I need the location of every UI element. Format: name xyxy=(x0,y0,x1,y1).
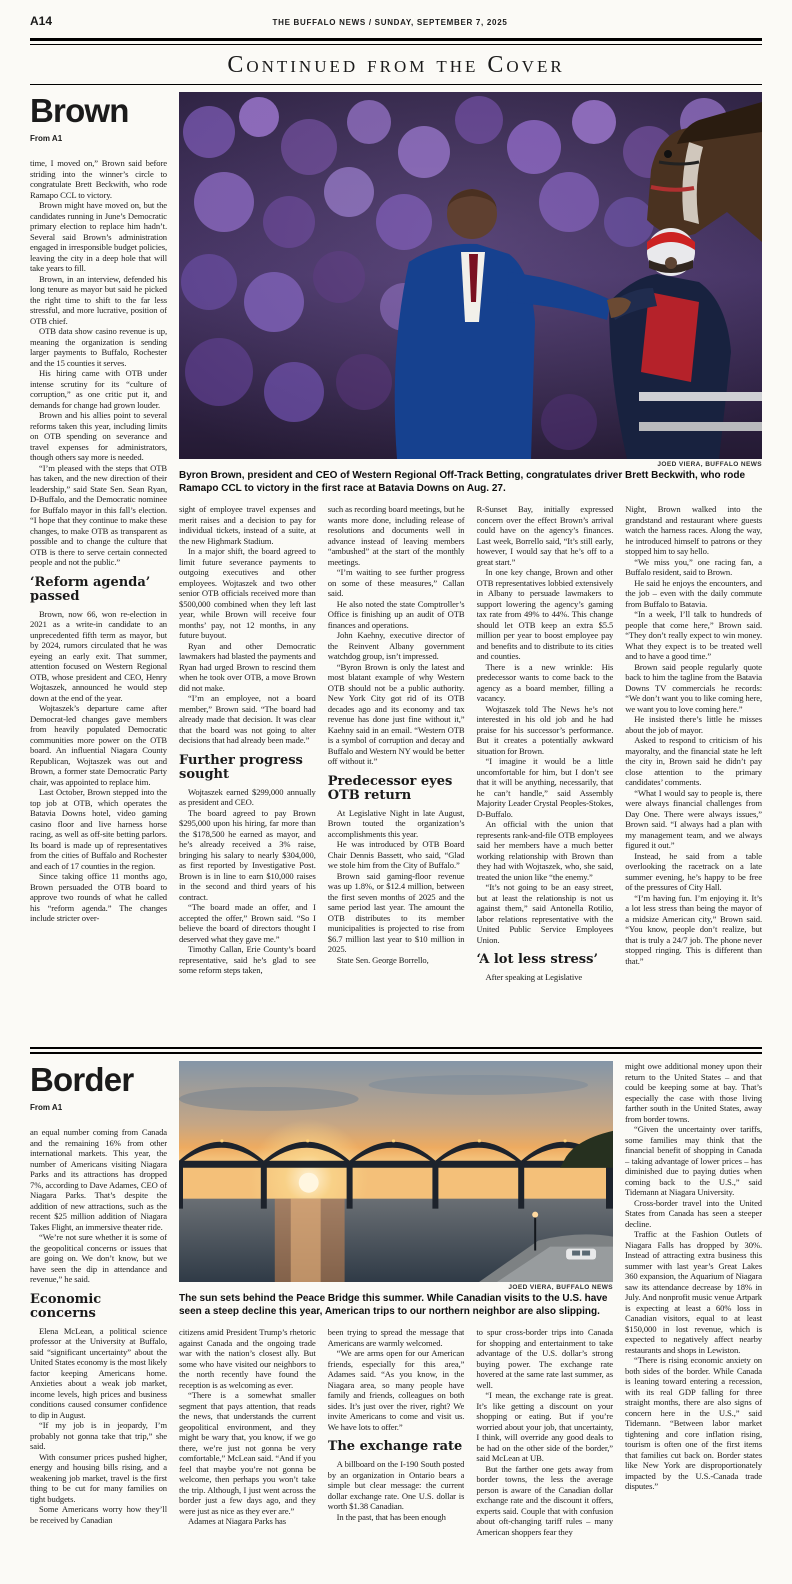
body-paragraph: Brown said people regularly quote back to him the tagline from the Batavia Downs TV commercials he records: “We don’t want you to like coming here, we want you to love coming here.” xyxy=(625,661,762,714)
subheadline: ‘Reform agenda’ passed xyxy=(30,574,151,605)
brown-column-4 xyxy=(477,504,614,982)
body-paragraph: “There is a somewhat smaller segment that pays attention, that reads the news, that understands the current geopolitical environment, and they might be wary that, you know, if we go there, we’re just not gonna be very comfortable,” McLean said. “And if you feel that maybe you’re not gonna be welcome, then perhaps you won’t take the trip. Although, I just went across the border just a few days ago, and they were just as nice as they ever are.” xyxy=(179,1390,316,1516)
body-paragraph: might owe additional money upon their return to the United States – and that could be keeping some at bay. That’s especially the case with those living farther south in the United States, away from border towns. xyxy=(625,1061,762,1124)
border-column-5 xyxy=(625,1061,762,1584)
body-paragraph: Asked to respond to criticism of his mayoralty, and the financial state he left the city in, Brown said he didn’t pay close attention to the primary candidates’ comments. xyxy=(625,735,762,787)
page-header xyxy=(30,0,762,38)
body-paragraph: In a major shift, the board agreed to limit future severance payments to outgoing executives and other employees. Wojtaszek and two other senior OTB officials received more than $500,000 combined when they left last year, while Brown will receive four months’ pay, not 12 months, in any future buyout. xyxy=(179,546,316,640)
body-paragraph: Brown, now 66, won re-election in 2021 as a write-in candidate to an unprecedented fifth term as mayor, but by 2024, rumors circulated that he was eyeing an early exit. That summer, attention focused on Western Regional OTB, whose president and CEO, Henry Wojtaszek, announced he would step down at the end of the year. xyxy=(30,608,167,703)
body-paragraph: Brown, in an interview, defended his long tenure as mayor but said he picked the right time to shift to the far less stressful, and more lucrative, position of OTB chief. xyxy=(30,273,167,326)
body-paragraph: A billboard on the I-190 South posted by an organization in Ontario bears a simple but clear message: the current dollar exchange rate. One U.S. dollar is worth $1.38 Canadian. xyxy=(327,1459,465,1512)
body-paragraph: an equal number coming from Canada and the remaining 16% from other international markets. This year, the number of Americans visiting Niagara Parks and its attractions has dropped 7%, according to Dave Adames, CEO of Niagara Parks. That’s despite the addition of new attractions, such as the recent $25 million addition of Niagara Takes Flight, an immersive theater ride. xyxy=(30,1127,167,1232)
body-paragraph: Brown said gaming-floor revenue was up 1.8%, or $12.4 million, between the first seven months of 2025 and the same period last year. The amount the OTB distributes to its member municipalities is projected to rise from $6.7 million last year to $10 million in 2025. xyxy=(327,870,465,955)
body-paragraph: been trying to spread the message that Americans are warmly welcomed. xyxy=(327,1327,465,1348)
border-photo-credit: JOED VIERA, BUFFALO NEWS xyxy=(508,1284,613,1292)
body-paragraph: time, I moved on,” Brown said before striding into the winner’s circle to congratulate Brett Beckwith, who rode Ramapo CCL to victory. xyxy=(30,158,167,200)
body-paragraph: “I mean, the exchange rate is great. It’s like getting a discount on your shopping or eating. But if you’re worried about your job, that uncertainty, I think, will override any good deals to be had on the other side of the border,” said McLean at UB. xyxy=(476,1390,614,1464)
body-paragraph: But the farther one gets away from border towns, the less the average person is aware of the Canadian dollar exchange rate and the discount it offers, experts said. Couple that with confusion about oft-changing tariff rules – many American shoppers fear they xyxy=(476,1463,614,1537)
body-paragraph: “I’m having fun. I’m enjoying it. It’s a lot less stress than being the mayor of a midsize American city,” Brown said. “You know, people don’t realize, but that is truly a 24/7 job. The phone never stopped ringing. This is different than that.” xyxy=(625,892,762,966)
border-column-3 xyxy=(328,1327,465,1537)
body-paragraph: “What I would say to people is, there were always financial challenges from Day One. There were always issues,” Brown said. “I always had a plan with my management team, and we always figured it out.” xyxy=(625,787,762,850)
body-paragraph: OTB data show casino revenue is up, meaning the organization is sending larger payments to Buffalo, Rochester and the 15 counties it serves. xyxy=(30,326,167,368)
brown-continued-from: From A1 xyxy=(30,134,63,143)
body-paragraph: to spur cross-border trips into Canada for shopping and entertainment to take advantage of the U.S. dollar’s strong buying power. The exchange rate hovered at the same rate last summer, as well. xyxy=(476,1327,614,1390)
brown-column-5 xyxy=(625,504,762,982)
body-paragraph: R-Sunset Bay, initially expressed concern over the effect Brown’s arrival could have on the agency’s finances. Last week, Borrello said, “It’s still early, however, I would say that he’s off to a great start.” xyxy=(476,504,614,567)
body-paragraph: “I’m waiting to see further progress on some of these measures,” Callan said. xyxy=(327,567,465,598)
body-paragraph: His hiring came with OTB under intense scrutiny for its “culture of corruption,” as one critic put it, and demands for change had grown louder. xyxy=(30,368,167,410)
body-paragraph: Ryan and other Democratic lawmakers had blasted the payments and Ryan had urged Brown to rescind them when he took over OTB, a move Brown did not make. xyxy=(179,640,316,693)
body-paragraph: Brown might have moved on, but the candidates running in June’s Democratic primary election to replace him hadn’t. Several said Brown’s administration engaged in irresponsible budget policies, leaving the city in a deep hole that will take years to fill. xyxy=(30,200,167,273)
body-paragraph: At Legislative Night in late August, Brown touted the organization’s accomplishments this year. xyxy=(327,807,465,839)
body-paragraph: “If my job is in jeopardy, I’m probably not gonna take that trip,” she said. xyxy=(30,1420,167,1452)
masthead-dateline: THE BUFFALO NEWS / SUNDAY, SEPTEMBER 7, 2025 xyxy=(272,18,508,27)
body-paragraph: “We are arms open for our American friends, especially for this area,” Adames said. “As you know, in the Niagara area, so many people have family and friends, colleagues on both sides. It’s just over the river, right? We invite Americans to come and visit us. We have lots to offer.” xyxy=(327,1348,465,1432)
body-paragraph: such as recording board meetings, but he wants more done, including release of resolutions and documents well in advance instead of leaving members “ambushed” at the start of the monthly meetings. xyxy=(327,504,465,567)
section-banner: Continued from the Cover xyxy=(227,52,565,78)
border-photo-caption: The sun sets behind the Peace Bridge this summer. While Canadian visits to the U.S. have seen a steep decline this year, American trips to our northern neighbor are also slipping. xyxy=(179,1293,608,1317)
body-paragraph: John Kaehny, executive director of the Reinvent Albany government watchdog group, isn’t impressed. xyxy=(327,630,465,661)
body-paragraph: Night, Brown walked into the grandstand and restaurant where guests watch the harness races. Along the way, he introduced himself to patrons or they stopped him to say hello. xyxy=(625,504,762,556)
border-column-4 xyxy=(476,1327,613,1537)
body-paragraph: Since taking office 11 months ago, Brown persuaded the OTB board to approve two rounds of what he called his “reform agenda.” The changes include stricter over- xyxy=(30,871,167,924)
body-paragraph: An official with the union that represents rank-and-file OTB employees said her members have a much better working relationship with Brown than they had with Wojtaszek, who, she said, treated the union like “the enemy.” xyxy=(476,819,614,882)
brown-headline: Brown xyxy=(30,92,129,129)
subheadline: Further progress sought xyxy=(179,752,303,783)
body-paragraph: “I’m pleased with the steps that OTB has taken, and the new direction of their leadership,” said State Sen. Sean Ryan, D-Buffalo, and the Democratic nominee for Buffalo mayor in this fall’s election. “I hope that they continue to make these changes, to make OTB as transparent as possible and to change the culture that OTB is there to serve certain connected people and not the public.” xyxy=(30,462,167,567)
body-paragraph: There is a new wrinkle: His predecessor wants to come back to the agency as a board member, filling a vacancy. xyxy=(476,661,614,703)
body-paragraph: After speaking at Legislative xyxy=(485,971,583,982)
body-paragraph: sight of employee travel expenses and merit raises and a decision to pay for individual tickets, instead of a suite, at the new Highmark Stadium. xyxy=(179,504,316,546)
body-paragraph: With consumer prices pushed higher, energy and housing bills rising, and a weakening job market, travel is the first thing to be cut for many families on tight budgets. xyxy=(30,1451,167,1504)
body-paragraph: Wojtaszek told The News he’s not interested in his old job and he had praise for his successor’s performance. But it creates a potentially awkward situation for Brown. xyxy=(476,703,614,756)
article-divider xyxy=(30,1047,762,1054)
body-paragraph: “In a week, I’ll talk to hundreds of people that come here,” Brown said. “They don’t really expect to win money. What they expect is to be treated well and to have a good time.” xyxy=(625,609,762,661)
border-column-1 xyxy=(30,1127,167,1525)
border-photo xyxy=(179,1061,613,1282)
page-folio: A14 xyxy=(30,14,53,28)
body-paragraph: Elena McLean, a political science professor at the University at Buffalo, said “significant uncertainty” about the United States economy is the most likely factor keeping Americans home. Anxieties about a weak job market, income levels, high prices and business conditions caused consumer confidence to dip in August. xyxy=(30,1325,167,1420)
body-paragraph: In the past, that has been enough xyxy=(336,1511,446,1522)
brown-photo-credit: JOED VIERA, BUFFALO NEWS xyxy=(657,461,762,468)
article-brown xyxy=(30,92,762,1042)
body-paragraph: Some Americans worry how they’ll be received by Canadian xyxy=(30,1504,167,1525)
banner-rule xyxy=(30,84,762,85)
body-paragraph: “I imagine it would be a little uncomfortable for him, but I don’t see that it will be anything, necessarily, that he can’t handle,” said Assembly Majority Leader Crystal Peoples-Stokes, D-Buffalo. xyxy=(476,756,614,819)
brown-column-3 xyxy=(328,504,465,982)
body-paragraph: He insisted there’s little he misses about the job of mayor. xyxy=(625,714,762,735)
body-paragraph: The board agreed to pay Brown $295,000 upon his hiring, far more than the $178,500 he earned as mayor, and he’s already received a 3% raise, bringing his salary to nearly $304,000, as first reported by Investigative Post. Brown is in line to earn $10,000 raises in the second and third years of his contract. xyxy=(179,807,316,902)
body-paragraph: In one key change, Brown and other OTB representatives lobbied extensively in Albany to persuade lawmakers to support lowering the agency’s gaming tax rate from 49% to 44%. This change should let OTB keep an extra $5.5 million per year to boost employee pay and benefits and to distribute to its cities and counties. xyxy=(476,567,614,661)
brown-photo xyxy=(179,92,762,459)
body-paragraph: “Byron Brown is only the latest and most blatant example of why Western OTB should not be a public authority. New York City got rid of its OTB decades ago and its economy and tax revenue has done just fine without it,” Kaehny said in an email. “Western OTB is a symbol of corruption and decay and Buffalo and Western NY would be better off without it.” xyxy=(327,661,465,766)
body-paragraph: “We’re not sure whether it is some of the geopolitical concerns or issues that are going on. We don’t know, but we have seen the dip in attendance and revenue,” he said. xyxy=(30,1232,167,1284)
body-paragraph: “I’m an employee, not a board member,” Brown said. “The board had already made that decision. It was clear that the board was not going to alter decisions that had already been made.” xyxy=(179,693,316,745)
body-paragraph: State Sen. George Borrello, xyxy=(336,954,429,965)
body-paragraph: citizens amid President Trump’s rhetoric against Canada and the ongoing trade war with the nation’s closest ally. But some who have visited our neighbors to the north recently have found the reception is as welcoming as ever. xyxy=(179,1327,316,1390)
subheadline: The exchange rate xyxy=(327,1439,463,1455)
brown-figure xyxy=(179,92,762,495)
subheadline: Economic concerns xyxy=(30,1291,102,1322)
body-paragraph: Traffic at the Fashion Outlets of Niagara Falls has dropped by 30%. Instead of attracting extra business this summer with last year’s Great Lakes 360 expansion, the Aquarium of Niagara saw its attendance decrease by 18% in July. And nonprofit music venue Artpark is expecting at least a 60% loss in Canadian visitors, equal to at least $150,000 in lost revenue, which is expected to negatively affect nearby restaurants and shops in Lewiston. xyxy=(625,1229,762,1355)
body-paragraph: Adames at Niagara Parks has xyxy=(188,1516,287,1527)
body-paragraph: Wojtaszek’s departure came after Democrat-led changes gave members from heavily populated Democratic communities more power on the OTB board. An influential Niagara County Republican, Wojtaszek was out and Brown, a former state Democratic Party chair, was appointed to replace him. xyxy=(30,703,167,787)
subheadline: ‘A lot less stress’ xyxy=(476,952,598,967)
body-paragraph: “Given the uncertainty over tariffs, some families may think that the financial benefit of shopping in Canada – taking advantage of lower prices – has diminished due to paying duties when coming back to the U.S.,” said Tidemann at Niagara University. xyxy=(625,1124,762,1197)
border-column-2 xyxy=(179,1327,316,1537)
body-paragraph: Instead, he said from a table overlooking the racetrack on a late summer evening, he’s happy to be free of the pressures of City Hall. xyxy=(625,850,762,892)
subheadline: Predecessor eyes OTB return xyxy=(327,773,453,804)
body-paragraph: Timothy Callan, Erie County’s board representative, said he’s glad to see some reform steps taken, xyxy=(179,944,316,976)
brown-column-1 xyxy=(30,158,167,924)
body-paragraph: He was introduced by OTB Board Chair Dennis Bassett, who said, “Glad we stole him from the City of Buffalo.” xyxy=(327,839,465,871)
brown-column-2 xyxy=(179,504,316,982)
border-headline: Border xyxy=(30,1061,134,1098)
header-rule xyxy=(30,38,762,45)
body-paragraph: “It’s not going to be an easy street, but at least the relationship is not us against them,” said Antonella Rotilio, labor relations representative with the United Public Service Employees Union. xyxy=(476,882,614,945)
body-paragraph: “We miss you,” one racing fan, a Buffalo resident, said to Brown. xyxy=(625,556,762,577)
article-border xyxy=(30,1061,762,1584)
body-paragraph: Last October, Brown stepped into the top job at OTB, which operates the Batavia Downs hotel, video gaming casino floor and live harness horse racing, as well as off-site betting parlors. Its board is made up of representatives from the cities of Buffalo and Rochester and each of 17 counties in the region. xyxy=(30,787,167,871)
border-figure xyxy=(179,1061,613,1318)
body-paragraph: He said he enjoys the encounters, and the job – even with the daily commute from Buffalo to Batavia. xyxy=(625,577,762,609)
body-paragraph: He also noted the state Comptroller’s Office is finishing up an audit of OTB finances and operations. xyxy=(327,598,465,630)
body-paragraph: Brown and his allies point to several reforms taken this year, including limits on OTB spending on severance and travel expenses for administrators, though others say more is needed. xyxy=(30,410,167,462)
body-paragraph: Cross-border travel into the United States from Canada has seen a steeper decline. xyxy=(625,1197,762,1229)
body-paragraph: “The board made an offer, and I accepted the offer,” Brown said. “So I believe the board of directors thought I deserved what they gave me.” xyxy=(179,902,316,944)
body-paragraph: “There is rising economic anxiety on both sides of the border. While Canada is leaning toward entering a recession, with its real GDP falling for three straight months, there are also signs of concern here in the U.S.,” said Tidemann. “Between labor market tightening and core inflation rising, tourism is often one of the first items that families cut back on. Border states like New York are disproportionately impacted by the U.S.-Canada trade disputes.” xyxy=(625,1355,762,1491)
border-continued-from: From A1 xyxy=(30,1103,63,1112)
brown-photo-caption: Byron Brown, president and CEO of Western Regional Off-Track Betting, congratulates driver Brett Beckwith, who rode Ramapo CCL to victory in the first race at Batavia Downs on Aug. 27. xyxy=(179,470,746,494)
body-paragraph: Wojtaszek earned $299,000 annually as president and CEO. xyxy=(179,786,316,808)
